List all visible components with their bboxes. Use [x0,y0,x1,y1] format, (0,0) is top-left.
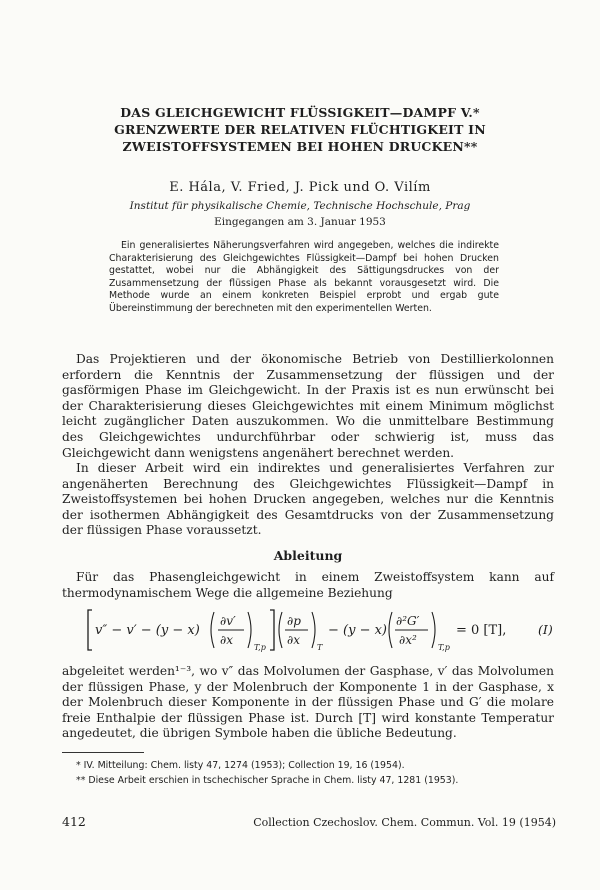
body-paragraph-3: Für das Phasengleichgewicht in einem Zweistoffsystem kann auf thermodynamischem Wege die allgemeine Beziehung [62,570,554,600]
title-line-1: DAS GLEICHGEWICHT FLÜSSIGKEIT—DAMPF V.* [120,105,480,120]
authors: E. Hála, V. Fried, J. Pick und O. Vilím [169,180,431,195]
title-line-3: ZWEISTOFFSYSTEMEN BEI HOHEN DRUCKEN** [122,139,478,154]
body-paragraph-1: Das Projektieren und der ökonomische Betrieb von Destillierkolonnen erfordern die Kenntnis der Zusammensetzung der flüssigen und der gasförmigen Phase im Gleichgewicht. In der Praxis ist es nun erwünscht bei der Charakterisierung dieses Gleichgewichtes mit einem Minimum möglichst leicht zugänglicher Daten auszukommen. Wo die unmittelbare Bestimmung des Gleichgewichtes undurchführbar oder schwierig ist, muss das Gleichgewicht dann wenigstens angenähert berechnet werden. [62,352,554,460]
svg-text:T,p: T,p [254,643,266,652]
body-paragraph-4: abgeleitet werden¹⁻³, wo v″ das Molvolumen der Gasphase, v′ das Molvolumen der flüssigen Phase, y der Molenbruch der Komponente 1 in der Gasphase, x der Molenbruch dieser Komponente in der flüssigen Phase und G′ die molare freie Enthalpie der flüssigen Phase ist. Durch [T] wird konstante Temperatur angedeutet, die übrigen Symbole haben die übliche Bedeutung. [62,664,554,741]
section-heading: Ableitung [273,548,343,563]
svg-text:T: T [317,643,323,652]
institute: Institut für physikalische Chemie, Technische Hochschule, Prag [129,200,471,212]
equation-label: (I) [538,622,553,637]
abstract: Ein generalisiertes Näherungsverfahren wird angegeben, welches die indirekte Charakterisierung des Gleichgewichtes Flüssigkeit—Dampf bei hohen Drucken gestattet, wobei nur die Abhängigkeit des Sättigungsdruckes von der Zusammensetzung der flüssigen Phase als bekannt vorausgesetzt wird. Die Methode wurde an einem konkreten Beispiel erprobt und ergab gute Übereinstimmung der berechneten mit den experimentellen Werten. [109,240,499,314]
received-date: Eingegangen am 3. Januar 1953 [214,216,386,228]
svg-text:∂²G′: ∂²G′ [396,614,420,628]
svg-text:∂x: ∂x [220,633,233,647]
page-number: 412 [62,814,86,829]
body-paragraph-2: In dieser Arbeit wird ein indirektes und generalisiertes Verfahren zur angenäherten Berechnung des Gleichgewichtes Flüssigkeit—Dampf in Zweistoffsystemen bei hohen Drucken angegeben, welches nur die Kenntnis der isothermen Abhängigkeit des Gesamtdrucks von der Zusammensetzung der flüssigen Phase voraussetzt. [62,461,554,538]
svg-text:∂x: ∂x [287,633,300,647]
journal-citation: Collection Czechoslov. Chem. Commun. Vol. 19 (1954) [253,816,556,829]
svg-text:− (y − x): − (y − x) [328,623,388,638]
equation-rhs: = 0 [T], [456,623,507,638]
svg-text:∂p: ∂p [287,614,301,628]
svg-text:∂x²: ∂x² [399,633,417,647]
equation [86,606,556,654]
svg-text:T,p: T,p [438,643,450,652]
svg-text:∂v′: ∂v′ [220,614,236,628]
title-line-2: GRENZWERTE DER RELATIVEN FLÜCHTIGKEIT IN [114,122,486,137]
paper-title [90,104,510,155]
svg-text:v″ − v′ − (y − x): v″ − v′ − (y − x) [95,623,200,638]
footnote-1: * IV. Mitteilung: Chem. listy 47, 1274 (1953); Collection 19, 16 (1954). [76,760,405,771]
footnote-2: ** Diese Arbeit erschien in tschechischer Sprache in Chem. listy 47, 1281 (1953). [76,775,459,786]
footnote-divider [62,752,144,753]
